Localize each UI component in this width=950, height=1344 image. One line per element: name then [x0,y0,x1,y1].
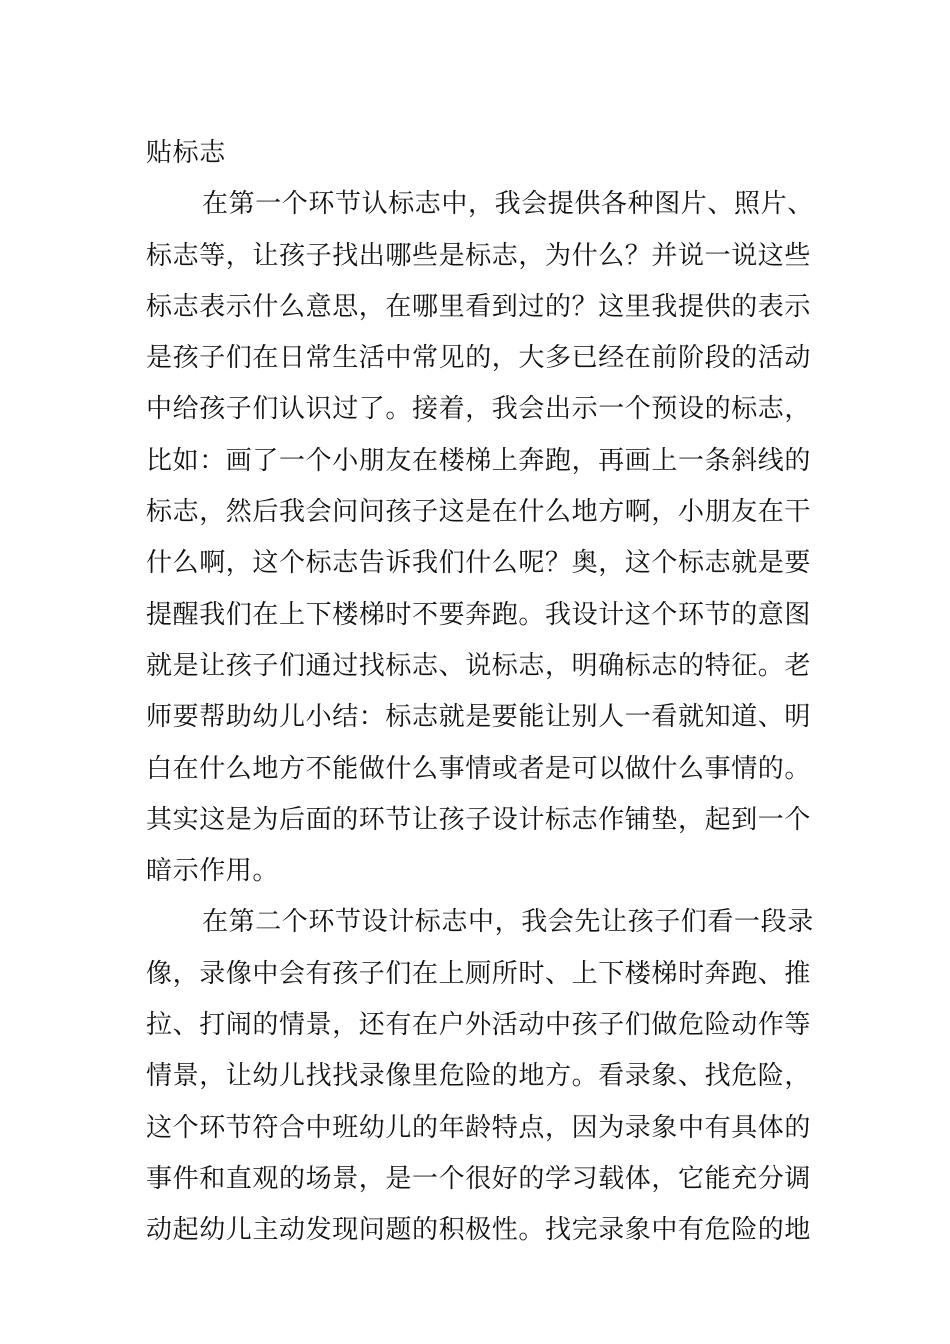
section-heading: 贴标志 [146,138,226,168]
paragraph-1-line-8: 什么啊，这个标志告诉我们什么呢？奥，这个标志就是要 [146,548,812,579]
paragraph-2-line-3: 拉、打闹的情景，还有在户外活动中孩子们做危险动作等 [146,1010,812,1041]
paragraph-1-line-14: 暗示作用。 [146,856,280,887]
document-body [146,128,814,1257]
paragraph-2-line-2: 像，录像中会有孩子们在上厕所时、上下楼梯时奔跑、推 [146,958,812,989]
paragraph-1-line-13: 其实这是为后面的环节让孩子设计标志作铺垫，起到一个 [146,804,812,835]
paragraph-1-line-1: 在第一个环节认标志中，我会提供各种图片、照片、 [202,189,814,220]
paragraph-1-line-3: 标志表示什么意思，在哪里看到过的？这里我提供的表示 [146,291,812,322]
paragraph-2-line-6: 事件和直观的场景，是一个很好的学习载体，它能充分调 [146,1163,812,1194]
paragraph-1-line-5: 中给孩子们认识过了。接着，我会出示一个预设的标志， [146,394,812,425]
paragraph-2-line-1: 在第二个环节设计标志中，我会先让孩子们看一段录 [202,907,814,938]
paragraph-2-line-4: 情景，让幼儿找找录像里危险的地方。看录象、找危险， [146,1061,812,1092]
paragraph-1-line-9: 提醒我们在上下楼梯时不要奔跑。我设计这个环节的意图 [146,599,812,630]
paragraph-1-line-12: 白在什么地方不能做什么事情或者是可以做什么事情的。 [146,753,812,784]
paragraph-2-line-7: 动起幼儿主动发现问题的积极性。找完录象中有危险的地 [146,1215,812,1246]
paragraph-1-line-11: 师要帮助幼儿小结：标志就是要能让别人一看就知道、明 [146,702,812,733]
paragraph-1-line-10: 就是让孩子们通过找标志、说标志，明确标志的特征。老 [146,650,812,681]
paragraph-1-line-7: 标志，然后我会问问孩子这是在什么地方啊，小朋友在干 [146,497,812,528]
paragraph-1-line-6: 比如：画了一个小朋友在楼梯上奔跑，再画上一条斜线的 [146,445,812,476]
paragraph-1-line-4: 是孩子们在日常生活中常见的，大多已经在前阶段的活动 [146,343,812,374]
paragraph-1-line-2: 标志等，让孩子找出哪些是标志，为什么？并说一说这些 [146,240,812,271]
paragraph-2-line-5: 这个环节符合中班幼儿的年龄特点，因为录象中有具体的 [146,1112,812,1143]
